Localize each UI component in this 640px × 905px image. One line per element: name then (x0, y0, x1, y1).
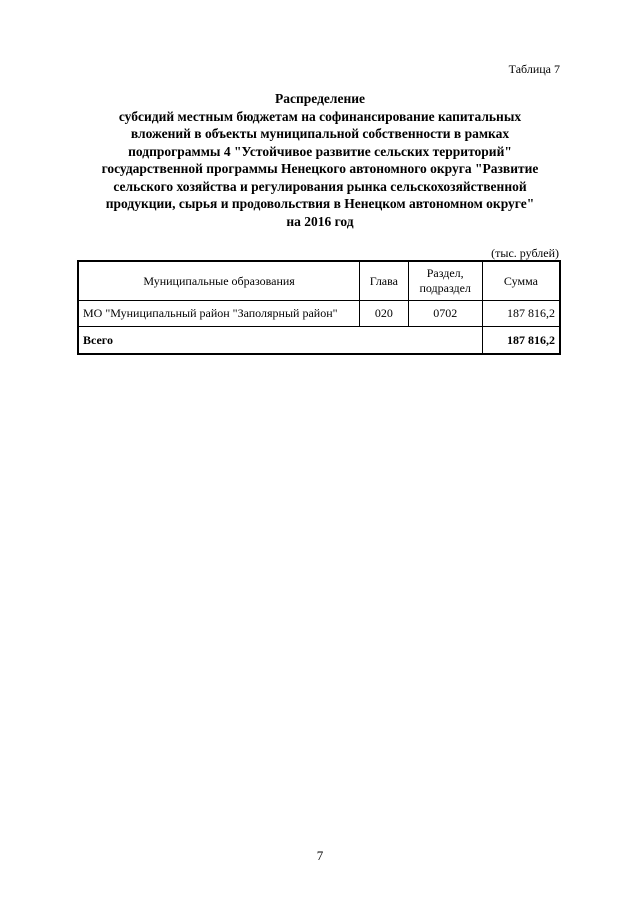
column-header-chapter: Глава (360, 261, 408, 301)
title-line: продукции, сырья и продовольствия в Ненецком автономном округе" (105, 196, 535, 211)
title-line: Распределение (274, 91, 366, 106)
table-row (78, 301, 560, 327)
table-header-row (78, 261, 560, 301)
total-sum: 187 816,2 (482, 327, 560, 355)
page-number: 7 (316, 848, 324, 863)
subsidy-table (77, 260, 561, 355)
title-line: на 2016 год (286, 213, 354, 229)
column-header-municipality: Муниципальные образования (78, 261, 360, 301)
cell-section: 0702 (408, 301, 482, 327)
title-line: государственной программы Ненецкого автономного округа "Развитие (101, 161, 539, 176)
document-title (78, 90, 562, 230)
column-header-sum: Сумма (482, 261, 560, 301)
total-label: Всего (78, 327, 482, 355)
cell-municipality: МО "Муниципальный район "Заполярный район" (78, 301, 360, 327)
column-header-section: Раздел, подраздел (408, 261, 482, 301)
table-total-row (78, 327, 560, 355)
title-line: сельского хозяйства и регулирования рынка сельскохозяйственной (113, 178, 527, 194)
title-line: вложений в объекты муниципальной собственности в рамках (130, 126, 510, 141)
table-number-label: Таблица 7 (508, 62, 560, 76)
title-line: субсидий местным бюджетам на софинансирование капитальных (118, 108, 522, 124)
cell-sum: 187 816,2 (482, 301, 560, 327)
title-line: подпрограммы 4 "Устойчивое развитие сельских территорий" (128, 143, 512, 159)
unit-note: (тыс. рублей) (491, 246, 559, 260)
cell-chapter: 020 (360, 301, 408, 327)
